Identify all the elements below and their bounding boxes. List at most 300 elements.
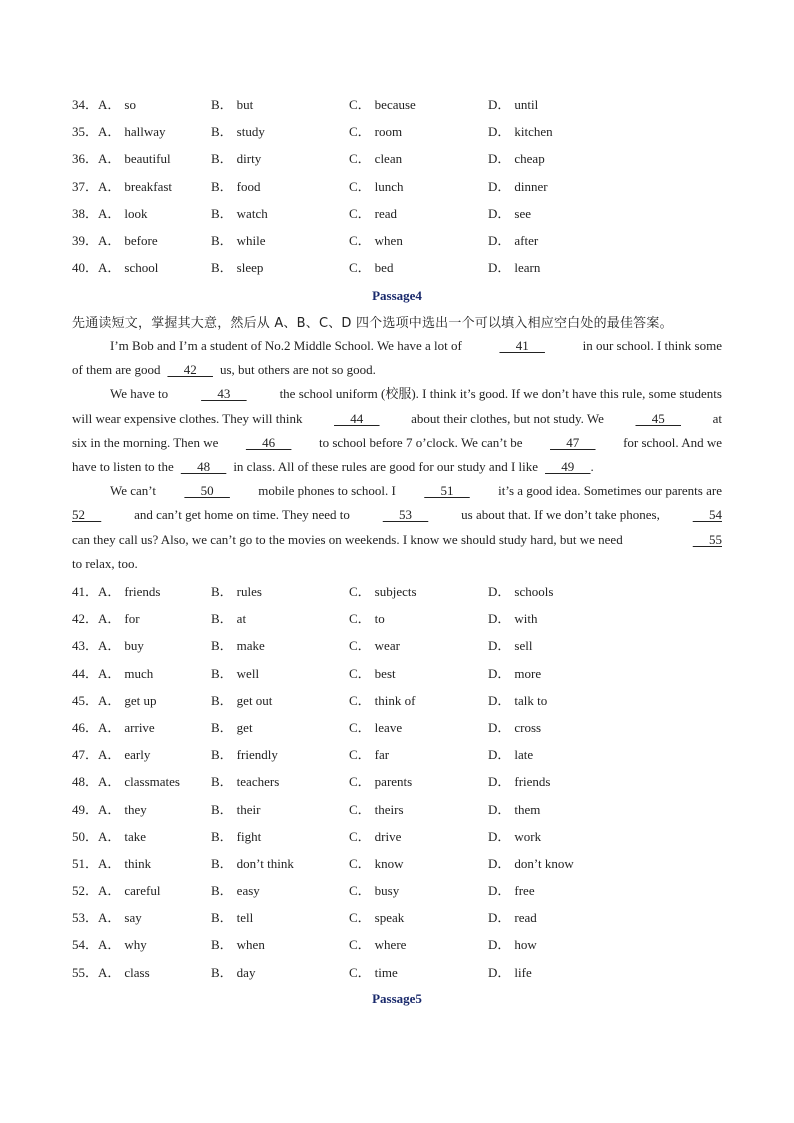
passage-text: about their clothes, but not study. We	[411, 410, 604, 426]
option-a-text: arrive	[124, 719, 155, 735]
option-b	[211, 254, 263, 281]
option-b-text: food	[236, 178, 261, 194]
option-b-letter: B．	[211, 692, 233, 708]
option-a	[72, 118, 166, 145]
question-row	[72, 632, 732, 659]
option-a-text: friends	[124, 584, 161, 599]
option-c-letter: C．	[349, 964, 371, 980]
option-c	[349, 687, 415, 714]
option-d-text: learn	[514, 260, 541, 276]
option-c-text: room	[374, 124, 403, 140]
option-d-text: more	[514, 665, 542, 681]
option-c-letter: C．	[349, 937, 371, 953]
option-d-text: after	[514, 232, 539, 248]
question-row	[72, 145, 732, 172]
option-a-letter: 51．A．	[72, 855, 121, 871]
option-c	[349, 145, 402, 172]
option-c-letter: C．	[349, 151, 371, 167]
passage5-title: Passage5	[372, 991, 422, 1006]
answer-blank	[184, 479, 230, 503]
passage-line	[72, 503, 722, 527]
option-c-text: best	[374, 665, 396, 681]
option-d	[488, 741, 533, 768]
blank-number: 42	[167, 362, 213, 378]
option-b-letter: B．	[211, 97, 233, 112]
option-b-letter: B．	[211, 124, 233, 140]
option-a-letter: 47．A．	[72, 747, 121, 763]
option-b-letter: B．	[211, 151, 233, 167]
blank-number: 41	[499, 338, 545, 353]
option-a-text: class	[124, 964, 150, 980]
option-c-letter: C．	[349, 855, 371, 871]
option-d-text: don’t know	[514, 855, 574, 871]
option-c-text: wear	[374, 638, 400, 654]
option-a-letter: 42．A．	[72, 611, 121, 627]
option-d-letter: D．	[488, 665, 511, 681]
passage-text: can they call us? Also, we can’t go to the movies on weekends. I know we should study hard, but we need	[72, 531, 623, 547]
option-c	[349, 118, 402, 145]
option-c-text: parents	[374, 774, 413, 790]
passage-text: us about that. If we don’t take phones,	[461, 507, 660, 523]
option-a-letter: 50．A．	[72, 828, 121, 844]
option-c	[349, 91, 416, 118]
passage-text: have to listen to the	[72, 458, 174, 474]
option-c-text: drive	[374, 828, 402, 844]
option-b	[211, 931, 265, 958]
option-c	[349, 931, 406, 958]
option-d-letter: D．	[488, 747, 511, 763]
option-d-letter: D．	[488, 124, 511, 140]
option-c	[349, 796, 404, 823]
option-a-text: careful	[124, 883, 161, 899]
option-a-text: take	[124, 828, 147, 844]
option-a	[72, 904, 142, 931]
options-list-41-55	[72, 578, 732, 986]
passage-text: to relax, too.	[72, 555, 138, 571]
option-d-letter: D．	[488, 205, 511, 221]
option-c-text: to	[374, 611, 385, 627]
option-b-text: rules	[236, 584, 262, 599]
passage-text: the school uniform (校服). I think it’s good. If we don’t have this rule, some students	[279, 386, 722, 402]
option-d	[488, 173, 548, 200]
option-a	[72, 714, 155, 741]
option-d	[488, 145, 545, 172]
option-b-text: make	[236, 638, 265, 654]
option-a	[72, 959, 150, 986]
option-d-letter: D．	[488, 801, 511, 817]
option-b	[211, 227, 266, 254]
blank-number: 44	[334, 410, 380, 426]
option-b-letter: B．	[211, 937, 233, 953]
option-a-letter: 44．A．	[72, 665, 121, 681]
option-c	[349, 660, 396, 687]
option-a-text: early	[124, 747, 151, 763]
option-b-text: friendly	[236, 747, 278, 763]
passage-text: it’s a good idea. Sometimes our parents are	[498, 483, 722, 499]
passage-line	[72, 455, 722, 479]
blank-number: 51	[424, 483, 470, 499]
option-b-letter: B．	[211, 719, 233, 735]
option-b-text: teachers	[236, 774, 280, 790]
option-a-letter: 48．A．	[72, 774, 121, 790]
option-c-text: because	[374, 97, 416, 112]
option-d-letter: D．	[488, 964, 511, 980]
option-c-text: bed	[374, 260, 394, 276]
option-a	[72, 768, 180, 795]
option-b	[211, 118, 265, 145]
option-b-letter: B．	[211, 232, 233, 248]
option-a	[72, 687, 157, 714]
option-d-text: cheap	[514, 151, 545, 167]
question-row	[72, 850, 732, 877]
option-a	[72, 931, 147, 958]
option-b-text: while	[236, 232, 266, 248]
passage-line	[72, 552, 722, 576]
answer-blank	[334, 407, 380, 431]
option-a-text: why	[124, 937, 147, 953]
option-c-letter: C．	[349, 611, 371, 627]
question-row	[72, 200, 732, 227]
blank-number: 52	[72, 507, 102, 523]
option-c	[349, 578, 417, 605]
option-a-text: look	[124, 205, 148, 221]
question-row	[72, 959, 732, 986]
passage-line	[72, 407, 722, 431]
option-c-text: time	[374, 964, 398, 980]
option-b-text: watch	[236, 205, 268, 221]
option-a-letter: 45．A．	[72, 692, 121, 708]
option-c-text: subjects	[374, 584, 417, 599]
option-b-letter: B．	[211, 178, 233, 194]
option-b	[211, 850, 294, 877]
passage4-text	[72, 334, 722, 576]
option-a	[72, 850, 151, 877]
option-a-text: classmates	[124, 774, 180, 790]
question-row	[72, 254, 732, 281]
option-c-letter: C．	[349, 205, 371, 221]
question-row	[72, 173, 732, 200]
option-c-letter: C．	[349, 747, 371, 763]
option-b-letter: B．	[211, 828, 233, 844]
option-d-text: how	[514, 937, 537, 953]
option-c-letter: C．	[349, 910, 371, 926]
option-a	[72, 741, 150, 768]
option-b	[211, 904, 253, 931]
option-b	[211, 687, 272, 714]
option-c	[349, 173, 404, 200]
passage-text: I’m Bob and I’m a student of No.2 Middle School. We have a lot of	[110, 338, 462, 353]
answer-blank	[167, 358, 213, 382]
passage-line	[72, 431, 722, 455]
option-c-text: leave	[374, 719, 403, 735]
blank-number: 48	[180, 458, 227, 474]
passage-text: We can’t	[110, 483, 156, 499]
option-c-text: think of	[374, 692, 416, 708]
instruction-text: 先通读短文，掌握其大意，然后从 A、B、C、D 四个选项中选出一个可以填入相应空白处的最佳答案。	[72, 316, 673, 331]
option-a	[72, 578, 161, 605]
answer-blank	[201, 382, 247, 406]
option-d-text: sell	[514, 638, 533, 654]
option-b-letter: B．	[211, 584, 233, 599]
option-d-letter: D．	[488, 883, 511, 899]
passage-line	[72, 382, 722, 406]
option-b-text: when	[236, 937, 265, 953]
option-a-letter: 34．A．	[72, 97, 121, 112]
option-d-text: late	[514, 747, 534, 763]
option-d-letter: D．	[488, 232, 511, 248]
passage-line	[72, 334, 722, 358]
option-c-text: theirs	[374, 801, 404, 817]
answer-blank	[550, 431, 596, 455]
options-list-34-40	[72, 91, 732, 281]
option-c	[349, 823, 401, 850]
option-a-letter: 55．A．	[72, 964, 121, 980]
blank-number: 53	[382, 507, 429, 523]
option-a-text: hallway	[124, 124, 166, 140]
option-c	[349, 741, 389, 768]
option-c	[349, 200, 397, 227]
option-d-text: schools	[514, 584, 554, 599]
answer-blank	[383, 503, 429, 527]
option-d-letter: D．	[488, 855, 511, 871]
option-c	[349, 254, 393, 281]
question-row	[72, 714, 732, 741]
option-c	[349, 605, 385, 632]
option-b	[211, 605, 246, 632]
option-c-letter: C．	[349, 97, 371, 112]
option-c-letter: C．	[349, 719, 371, 735]
blank-number: 50	[184, 483, 230, 499]
question-row	[72, 687, 732, 714]
question-row	[72, 796, 732, 823]
option-d	[488, 200, 531, 227]
option-c-letter: C．	[349, 665, 371, 681]
blank-number: 46	[245, 434, 292, 450]
option-d	[488, 931, 537, 958]
option-b-text: dirty	[236, 151, 262, 167]
option-a-letter: 43．A．	[72, 638, 121, 654]
option-d-text: until	[514, 97, 539, 112]
option-b-letter: B．	[211, 910, 233, 926]
option-d-text: life	[514, 964, 532, 980]
option-d-letter: D．	[488, 178, 511, 194]
option-b	[211, 173, 261, 200]
option-c	[349, 850, 404, 877]
answer-blank	[693, 503, 722, 527]
option-c-text: far	[374, 747, 390, 763]
question-row	[72, 931, 732, 958]
question-row	[72, 91, 732, 118]
option-b-letter: B．	[211, 638, 233, 654]
option-d-text: them	[514, 801, 541, 817]
option-d	[488, 714, 541, 741]
option-d	[488, 796, 540, 823]
option-d	[488, 578, 553, 605]
option-b	[211, 959, 255, 986]
option-b-letter: B．	[211, 855, 233, 871]
option-a	[72, 254, 158, 281]
option-a-letter: 40．A．	[72, 260, 121, 276]
blank-number: 47	[550, 434, 596, 450]
option-b-text: get	[236, 719, 253, 735]
option-c-text: speak	[374, 910, 405, 926]
option-b-text: sleep	[236, 260, 264, 276]
option-c-letter: C．	[349, 692, 371, 708]
option-b-letter: B．	[211, 260, 233, 276]
option-a-text: buy	[124, 638, 144, 654]
option-d	[488, 118, 553, 145]
option-d-letter: D．	[488, 611, 511, 627]
passage-text: six in the morning. Then we	[72, 434, 219, 450]
option-c-letter: C．	[349, 801, 371, 817]
passage-line	[72, 528, 722, 552]
option-d-letter: D．	[488, 774, 511, 790]
option-a-text: think	[124, 855, 152, 871]
answer-blank	[693, 528, 722, 552]
option-b-text: tell	[236, 910, 254, 926]
answer-blank	[636, 407, 682, 431]
option-d-text: kitchen	[514, 124, 553, 140]
option-d	[488, 823, 541, 850]
option-a-letter: 54．A．	[72, 937, 121, 953]
passage-text: us, but others are not so good.	[219, 362, 376, 378]
option-c-text: busy	[374, 883, 400, 899]
option-c	[349, 904, 404, 931]
option-c-letter: C．	[349, 828, 371, 844]
option-a-text: get up	[124, 692, 157, 708]
option-a-text: school	[124, 260, 159, 276]
option-b	[211, 714, 253, 741]
option-c	[349, 632, 400, 659]
option-a-letter: 36．A．	[72, 151, 121, 167]
option-b-letter: B．	[211, 611, 233, 627]
option-d	[488, 959, 532, 986]
option-d	[488, 877, 535, 904]
option-a-letter: 53．A．	[72, 910, 121, 926]
question-row	[72, 660, 732, 687]
option-d-letter: D．	[488, 260, 511, 276]
option-a-text: before	[124, 232, 158, 248]
blank-number: 45	[635, 410, 681, 426]
option-a	[72, 796, 147, 823]
passage-text: mobile phones to school. I	[258, 483, 396, 499]
option-d	[488, 605, 538, 632]
question-row	[72, 823, 732, 850]
option-d	[488, 904, 537, 931]
option-a	[72, 200, 148, 227]
option-a-letter: 39．A．	[72, 232, 121, 248]
option-b-text: easy	[236, 883, 260, 899]
option-a	[72, 877, 160, 904]
option-a-text: much	[124, 665, 154, 681]
option-d-letter: D．	[488, 692, 511, 708]
option-b	[211, 91, 253, 118]
option-d-text: talk to	[514, 692, 548, 708]
option-b	[211, 632, 265, 659]
question-row	[72, 118, 732, 145]
option-c	[349, 959, 398, 986]
option-d-letter: D．	[488, 584, 511, 599]
option-b	[211, 200, 268, 227]
option-b-text: well	[236, 665, 260, 681]
option-c-letter: C．	[349, 774, 371, 790]
option-a	[72, 823, 146, 850]
option-c	[349, 877, 399, 904]
option-b	[211, 768, 279, 795]
option-d-text: see	[514, 205, 531, 221]
option-b-text: get out	[236, 692, 273, 708]
answer-blank	[246, 431, 292, 455]
option-b	[211, 877, 260, 904]
passage-text: of them are good	[72, 362, 161, 378]
option-b-letter: B．	[211, 964, 233, 980]
option-d-text: dinner	[514, 178, 548, 194]
passage-text: We have to	[110, 386, 169, 402]
option-a-letter: 38．A．	[72, 205, 121, 221]
blank-number: 54	[692, 507, 722, 523]
option-a	[72, 605, 140, 632]
option-a	[72, 227, 158, 254]
option-b-letter: B．	[211, 774, 233, 790]
option-b-letter: B．	[211, 205, 233, 221]
option-d-letter: D．	[488, 151, 511, 167]
option-d-text: cross	[514, 719, 542, 735]
option-d-letter: D．	[488, 828, 511, 844]
option-b-text: their	[236, 801, 261, 817]
option-a	[72, 145, 171, 172]
passage-text: in class. All of these rules are good for our study and I like	[233, 458, 539, 474]
option-b-letter: B．	[211, 747, 233, 763]
option-d-letter: D．	[488, 719, 511, 735]
option-d-letter: D．	[488, 97, 511, 112]
option-c-text: where	[374, 937, 407, 953]
option-a-text: say	[124, 910, 142, 926]
question-row	[72, 605, 732, 632]
option-c-text: lunch	[374, 178, 404, 194]
option-c-text: know	[374, 855, 404, 871]
option-b	[211, 578, 262, 605]
option-a-text: for	[124, 611, 140, 627]
option-c-text: read	[374, 205, 398, 221]
option-b-letter: B．	[211, 665, 233, 681]
option-a-text: beautiful	[124, 151, 171, 167]
option-c	[349, 714, 402, 741]
passage-text: to school before 7 o’clock. We can’t be	[318, 434, 523, 450]
passage-text: for school. And we	[623, 434, 722, 450]
option-a-letter: 35．A．	[72, 124, 121, 140]
option-d-letter: D．	[488, 638, 511, 654]
option-b-text: fight	[236, 828, 262, 844]
blank-number: 43	[201, 386, 247, 402]
option-a-letter: 41．A．	[72, 584, 121, 599]
option-c-letter: C．	[349, 638, 371, 654]
question-row	[72, 904, 732, 931]
option-b	[211, 796, 261, 823]
option-c-letter: C．	[349, 232, 371, 248]
option-c-letter: C．	[349, 584, 371, 599]
option-b	[211, 741, 278, 768]
answer-blank	[181, 455, 227, 479]
option-d-text: work	[514, 828, 542, 844]
option-b	[211, 823, 261, 850]
option-a-text: breakfast	[124, 178, 173, 194]
option-a-text: they	[124, 801, 147, 817]
option-d	[488, 254, 540, 281]
option-c-letter: C．	[349, 883, 371, 899]
passage-text: and can’t get home on time. They need to	[134, 507, 350, 523]
answer-blank: 49 .	[545, 458, 594, 474]
answer-blank	[72, 503, 101, 527]
